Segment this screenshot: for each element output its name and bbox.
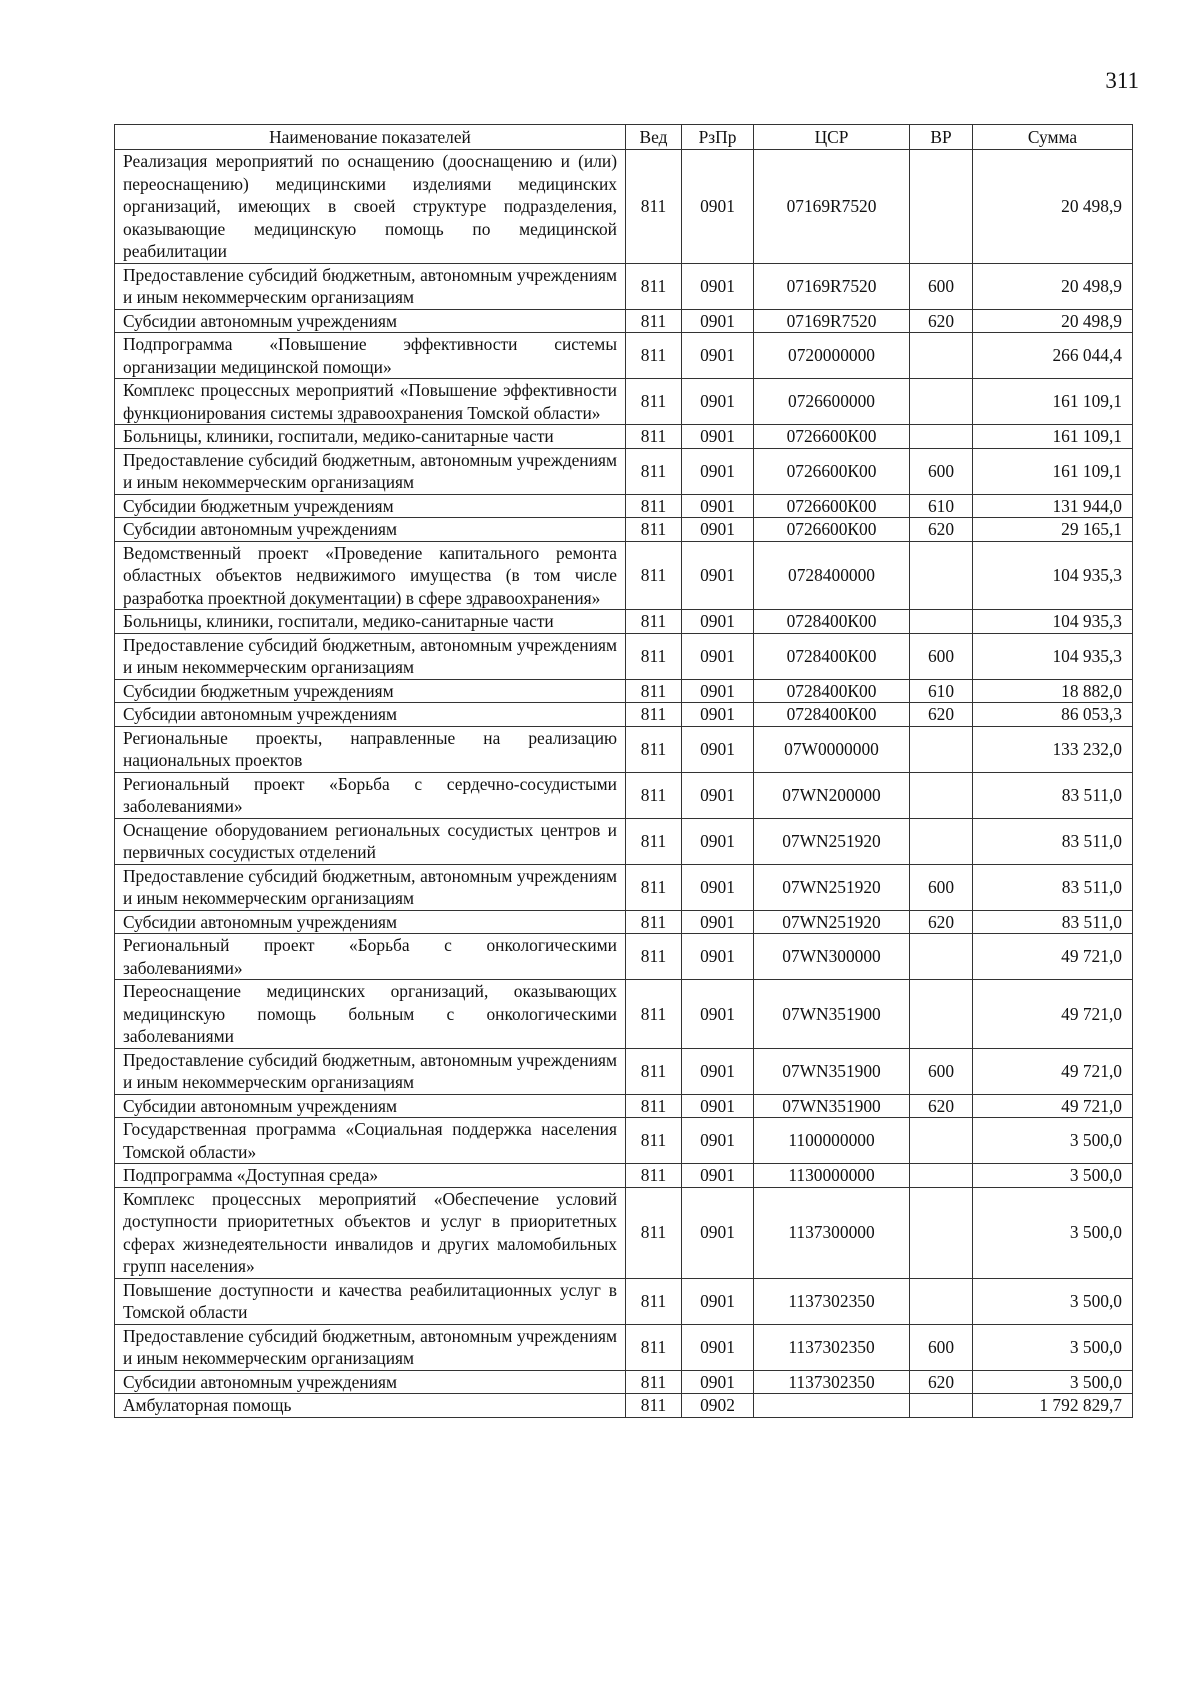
cell-vr: 620 (910, 518, 973, 542)
cell-csr: 0728400К00 (754, 679, 910, 703)
cell-ved: 811 (626, 1118, 682, 1164)
cell-csr: 0728400000 (754, 541, 910, 610)
table-row (115, 772, 1133, 818)
cell-ved: 811 (626, 610, 682, 634)
cell-ved: 811 (626, 333, 682, 379)
table-row (115, 1094, 1133, 1118)
table-row (115, 1187, 1133, 1278)
cell-csr: 1137302350 (754, 1324, 910, 1370)
table-row (115, 1164, 1133, 1188)
cell-rzpr: 0901 (682, 703, 754, 727)
cell-rzpr: 0901 (682, 910, 754, 934)
cell-csr (754, 1394, 910, 1418)
cell-name: Субсидии бюджетным учреждениям (115, 494, 626, 518)
cell-csr: 07WN200000 (754, 772, 910, 818)
cell-rzpr: 0901 (682, 448, 754, 494)
cell-name: Комплекс процессных мероприятий «Обеспечение условий доступности приоритетных объектов и услуг в приоритетных сферах жизнедеятельности инвалидов и других маломобильных групп населения» (115, 1187, 626, 1278)
cell-sum: 86 053,3 (973, 703, 1133, 727)
cell-rzpr: 0901 (682, 1164, 754, 1188)
cell-name: Предоставление субсидий бюджетным, автономным учреждениям и иным некоммерческим организациям (115, 448, 626, 494)
cell-csr: 07169R7520 (754, 150, 910, 264)
cell-rzpr: 0901 (682, 726, 754, 772)
cell-csr: 0726600000 (754, 379, 910, 425)
cell-name: Подпрограмма «Повышение эффективности системы организации медицинской помощи» (115, 333, 626, 379)
cell-name: Реализация мероприятий по оснащению (дооснащению и (или) переоснащению) медицинскими изделиями медицинских организаций, имеющих в своей структуре подразделения, оказывающие медицинскую помощь по медицинской реабилитации (115, 150, 626, 264)
cell-csr: 0728400К00 (754, 703, 910, 727)
cell-vr (910, 1394, 973, 1418)
cell-name: Амбулаторная помощь (115, 1394, 626, 1418)
header-sum: Сумма (973, 125, 1133, 150)
cell-rzpr: 0901 (682, 934, 754, 980)
cell-sum: 3 500,0 (973, 1370, 1133, 1394)
table-row (115, 448, 1133, 494)
cell-csr: 1137302350 (754, 1278, 910, 1324)
cell-ved: 811 (626, 518, 682, 542)
cell-ved: 811 (626, 980, 682, 1049)
cell-ved: 811 (626, 1164, 682, 1188)
cell-vr (910, 818, 973, 864)
cell-name: Предоставление субсидий бюджетным, автономным учреждениям и иным некоммерческим организациям (115, 1048, 626, 1094)
cell-ved: 811 (626, 772, 682, 818)
cell-csr: 07WN351900 (754, 1048, 910, 1094)
cell-name: Субсидии автономным учреждениям (115, 703, 626, 727)
cell-vr (910, 1187, 973, 1278)
table-row (115, 150, 1133, 264)
table-row (115, 333, 1133, 379)
cell-sum: 161 109,1 (973, 448, 1133, 494)
page-number: 311 (1105, 68, 1139, 93)
header-name: Наименование показателей (115, 125, 626, 150)
cell-ved: 811 (626, 150, 682, 264)
cell-rzpr: 0901 (682, 1370, 754, 1394)
cell-sum: 49 721,0 (973, 934, 1133, 980)
cell-ved: 811 (626, 864, 682, 910)
cell-csr: 0728400К00 (754, 610, 910, 634)
cell-name: Предоставление субсидий бюджетным, автономным учреждениям и иным некоммерческим организациям (115, 633, 626, 679)
header-rzpr: РзПр (682, 125, 754, 150)
cell-ved: 811 (626, 425, 682, 449)
cell-vr: 620 (910, 703, 973, 727)
cell-rzpr: 0901 (682, 379, 754, 425)
cell-ved: 811 (626, 1048, 682, 1094)
cell-name: Субсидии бюджетным учреждениям (115, 679, 626, 703)
cell-csr: 07WN251920 (754, 864, 910, 910)
cell-rzpr: 0901 (682, 1324, 754, 1370)
cell-name: Субсидии автономным учреждениям (115, 1370, 626, 1394)
cell-name: Повышение доступности и качества реабилитационных услуг в Томской области (115, 1278, 626, 1324)
cell-sum: 104 935,3 (973, 633, 1133, 679)
cell-rzpr: 0901 (682, 150, 754, 264)
cell-csr: 07WN251920 (754, 910, 910, 934)
cell-name: Предоставление субсидий бюджетным, автономным учреждениям и иным некоммерческим организациям (115, 1324, 626, 1370)
table-row (115, 1324, 1133, 1370)
cell-sum: 266 044,4 (973, 333, 1133, 379)
cell-vr: 600 (910, 1324, 973, 1370)
cell-csr: 1130000000 (754, 1164, 910, 1188)
cell-csr: 0726600К00 (754, 448, 910, 494)
table-row (115, 703, 1133, 727)
cell-name: Субсидии автономным учреждениям (115, 1094, 626, 1118)
cell-vr (910, 541, 973, 610)
table-row (115, 263, 1133, 309)
cell-rzpr: 0901 (682, 494, 754, 518)
table-header-row (115, 125, 1133, 150)
cell-csr: 0726600К00 (754, 518, 910, 542)
cell-name: Субсидии автономным учреждениям (115, 910, 626, 934)
cell-rzpr: 0901 (682, 309, 754, 333)
cell-rzpr: 0901 (682, 679, 754, 703)
cell-name: Региональный проект «Борьба с сердечно-сосудистыми заболеваниями» (115, 772, 626, 818)
cell-ved: 811 (626, 1324, 682, 1370)
cell-sum: 18 882,0 (973, 679, 1133, 703)
table-row (115, 633, 1133, 679)
cell-ved: 811 (626, 726, 682, 772)
cell-sum: 161 109,1 (973, 425, 1133, 449)
cell-csr: 0728400К00 (754, 633, 910, 679)
cell-rzpr: 0901 (682, 541, 754, 610)
cell-ved: 811 (626, 633, 682, 679)
cell-sum: 29 165,1 (973, 518, 1133, 542)
cell-sum: 161 109,1 (973, 379, 1133, 425)
cell-csr: 07169R7520 (754, 309, 910, 333)
table-body (115, 150, 1133, 1418)
cell-vr (910, 934, 973, 980)
cell-ved: 811 (626, 703, 682, 727)
cell-sum: 104 935,3 (973, 541, 1133, 610)
cell-ved: 811 (626, 541, 682, 610)
cell-vr (910, 333, 973, 379)
cell-rzpr: 0901 (682, 1187, 754, 1278)
cell-sum: 3 500,0 (973, 1118, 1133, 1164)
cell-vr: 610 (910, 494, 973, 518)
cell-sum: 3 500,0 (973, 1164, 1133, 1188)
cell-ved: 811 (626, 263, 682, 309)
cell-vr: 620 (910, 1094, 973, 1118)
cell-ved: 811 (626, 910, 682, 934)
header-vr: ВР (910, 125, 973, 150)
cell-vr: 600 (910, 448, 973, 494)
cell-name: Ведомственный проект «Проведение капитального ремонта областных объектов недвижимого имущества (в том числе разработка проектной документации) в сфере здравоохранения» (115, 541, 626, 610)
cell-sum: 83 511,0 (973, 864, 1133, 910)
cell-sum: 83 511,0 (973, 818, 1133, 864)
cell-name: Переоснащение медицинских организаций, оказывающих медицинскую помощь больным с онкологическими заболеваниями (115, 980, 626, 1049)
table-row (115, 379, 1133, 425)
cell-sum: 1 792 829,7 (973, 1394, 1133, 1418)
cell-rzpr: 0901 (682, 263, 754, 309)
cell-vr: 620 (910, 309, 973, 333)
cell-name: Государственная программа «Социальная поддержка населения Томской области» (115, 1118, 626, 1164)
cell-sum: 49 721,0 (973, 1048, 1133, 1094)
cell-rzpr: 0901 (682, 333, 754, 379)
table-row (115, 1048, 1133, 1094)
cell-rzpr: 0901 (682, 633, 754, 679)
cell-csr: 07WN351900 (754, 980, 910, 1049)
cell-sum: 3 500,0 (973, 1324, 1133, 1370)
cell-name: Комплекс процессных мероприятий «Повышение эффективности функционирования системы здравоохранения Томской области» (115, 379, 626, 425)
cell-name: Субсидии автономным учреждениям (115, 309, 626, 333)
cell-sum: 20 498,9 (973, 263, 1133, 309)
cell-rzpr: 0901 (682, 980, 754, 1049)
cell-vr: 620 (910, 1370, 973, 1394)
table-row (115, 818, 1133, 864)
cell-ved: 811 (626, 379, 682, 425)
cell-csr: 0720000000 (754, 333, 910, 379)
cell-sum: 20 498,9 (973, 150, 1133, 264)
cell-rzpr: 0902 (682, 1394, 754, 1418)
cell-rzpr: 0901 (682, 1278, 754, 1324)
cell-ved: 811 (626, 1370, 682, 1394)
table-row (115, 541, 1133, 610)
table-row (115, 425, 1133, 449)
cell-vr (910, 726, 973, 772)
cell-rzpr: 0901 (682, 425, 754, 449)
cell-ved: 811 (626, 448, 682, 494)
cell-csr: 1137302350 (754, 1370, 910, 1394)
cell-vr (910, 1118, 973, 1164)
cell-name: Больницы, клиники, госпитали, медико-санитарные части (115, 425, 626, 449)
cell-vr: 600 (910, 263, 973, 309)
cell-ved: 811 (626, 679, 682, 703)
cell-sum: 83 511,0 (973, 910, 1133, 934)
cell-csr: 1100000000 (754, 1118, 910, 1164)
cell-csr: 07169R7520 (754, 263, 910, 309)
cell-name: Больницы, клиники, госпитали, медико-санитарные части (115, 610, 626, 634)
cell-vr (910, 980, 973, 1049)
cell-csr: 07W0000000 (754, 726, 910, 772)
cell-vr: 600 (910, 864, 973, 910)
table-row (115, 1118, 1133, 1164)
cell-vr: 610 (910, 679, 973, 703)
cell-name: Субсидии автономным учреждениям (115, 518, 626, 542)
cell-rzpr: 0901 (682, 518, 754, 542)
cell-sum: 104 935,3 (973, 610, 1133, 634)
cell-rzpr: 0901 (682, 1118, 754, 1164)
cell-csr: 07WN351900 (754, 1094, 910, 1118)
table-row (115, 1370, 1133, 1394)
cell-ved: 811 (626, 818, 682, 864)
cell-rzpr: 0901 (682, 818, 754, 864)
cell-csr: 0726600К00 (754, 494, 910, 518)
table-row (115, 934, 1133, 980)
cell-vr (910, 379, 973, 425)
table-row (115, 864, 1133, 910)
cell-vr (910, 1164, 973, 1188)
cell-ved: 811 (626, 1187, 682, 1278)
table-row (115, 1394, 1133, 1418)
cell-vr (910, 425, 973, 449)
table-row (115, 679, 1133, 703)
table-row (115, 610, 1133, 634)
cell-csr: 07WN300000 (754, 934, 910, 980)
cell-vr: 620 (910, 910, 973, 934)
table-row (115, 980, 1133, 1049)
cell-sum: 133 232,0 (973, 726, 1133, 772)
cell-sum: 3 500,0 (973, 1278, 1133, 1324)
cell-rzpr: 0901 (682, 772, 754, 818)
cell-sum: 83 511,0 (973, 772, 1133, 818)
cell-ved: 811 (626, 1394, 682, 1418)
cell-ved: 811 (626, 494, 682, 518)
table-row (115, 726, 1133, 772)
table-row (115, 1278, 1133, 1324)
cell-rzpr: 0901 (682, 864, 754, 910)
cell-vr (910, 1278, 973, 1324)
cell-vr (910, 772, 973, 818)
table-row (115, 494, 1133, 518)
cell-rzpr: 0901 (682, 1048, 754, 1094)
cell-name: Предоставление субсидий бюджетным, автономным учреждениям и иным некоммерческим организациям (115, 864, 626, 910)
cell-name: Региональные проекты, направленные на реализацию национальных проектов (115, 726, 626, 772)
cell-name: Региональный проект «Борьба с онкологическими заболеваниями» (115, 934, 626, 980)
cell-sum: 20 498,9 (973, 309, 1133, 333)
cell-name: Оснащение оборудованием региональных сосудистых центров и первичных сосудистых отделений (115, 818, 626, 864)
cell-ved: 811 (626, 309, 682, 333)
cell-sum: 49 721,0 (973, 1094, 1133, 1118)
cell-name: Предоставление субсидий бюджетным, автономным учреждениям и иным некоммерческим организациям (115, 263, 626, 309)
cell-rzpr: 0901 (682, 1094, 754, 1118)
cell-vr: 600 (910, 1048, 973, 1094)
cell-vr (910, 610, 973, 634)
cell-ved: 811 (626, 1278, 682, 1324)
cell-csr: 0726600К00 (754, 425, 910, 449)
cell-sum: 3 500,0 (973, 1187, 1133, 1278)
table-row (115, 309, 1133, 333)
cell-rzpr: 0901 (682, 610, 754, 634)
cell-csr: 07WN251920 (754, 818, 910, 864)
cell-ved: 811 (626, 1094, 682, 1118)
cell-sum: 131 944,0 (973, 494, 1133, 518)
cell-sum: 49 721,0 (973, 980, 1133, 1049)
header-csr: ЦСР (754, 125, 910, 150)
table-row (115, 518, 1133, 542)
cell-ved: 811 (626, 934, 682, 980)
cell-vr: 600 (910, 633, 973, 679)
table-row (115, 910, 1133, 934)
budget-table (114, 124, 1133, 1418)
cell-vr (910, 150, 973, 264)
cell-name: Подпрограмма «Доступная среда» (115, 1164, 626, 1188)
cell-csr: 1137300000 (754, 1187, 910, 1278)
header-ved: Вед (626, 125, 682, 150)
